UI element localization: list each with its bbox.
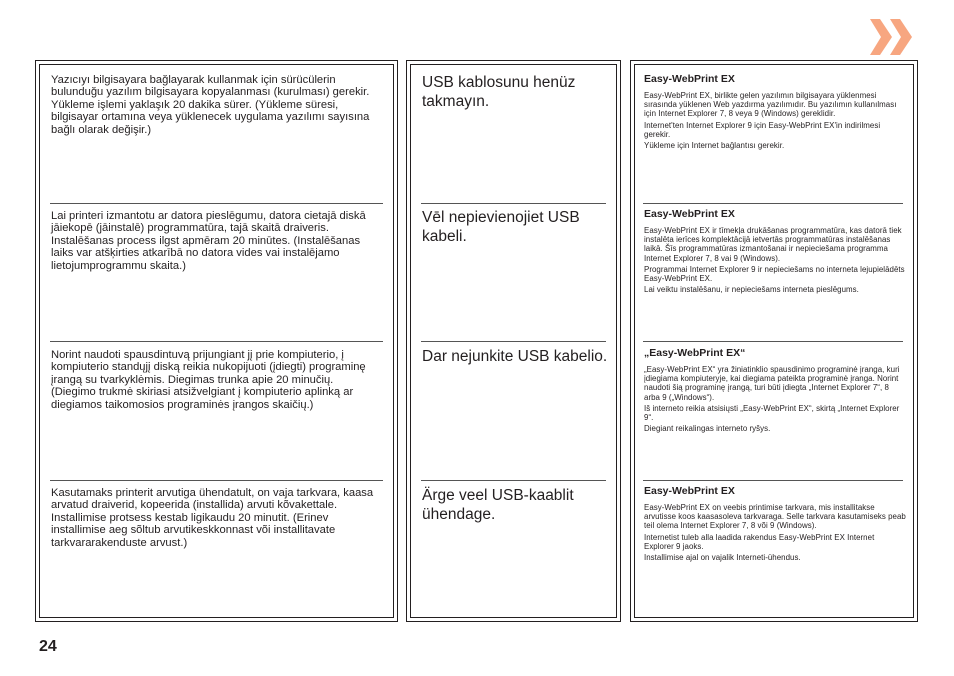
usb-warning-tr: USB kablosunu henüz takmayın. <box>422 74 576 110</box>
install-info-tr: Yazıcıyı bilgisayara bağlayarak kullanmak için sürücülerin bulunduğu yazılım bilgisayara kopyalanması (kurulması) gerekir. Yükleme işlemi yaklaşık 20 dakika sürer. (Yükleme süresi, bilgisayar ortamına veya yüklenecek uygulama yazılımı sayısına bağlı olarak değişir.) <box>51 74 370 136</box>
divider <box>421 480 606 481</box>
section-title: Easy-WebPrint EX <box>644 485 735 497</box>
column-usb-warning <box>410 64 617 618</box>
double-chevron-right-icon[interactable] <box>868 17 918 57</box>
divider <box>643 341 903 342</box>
section-text: „Easy-WebPrint EX“ yra žiniatinklio spausdinimo programinė įranga, kuri įdiegiama kompiuteryje, kai diegiama pateikta programinė įranga. Norint naudoti šią programinę įrangą, turi būti įdiegta „Internet Explorer 7“, 8 arba 9 („Windows“). <box>644 365 900 402</box>
section-text: Iš interneto reikia atsisiųsti „Easy-WebPrint EX“, skirtą „Internet Explorer 9“. <box>644 403 900 423</box>
divider <box>421 341 606 342</box>
install-info-et: Kasutamaks printerit arvutiga ühendatult, on vaja tarkvara, kaasa arvatud draiverid, kopeerida (installida) arvuti kõvakettale. Installimise protsess kestab ligikaudu 20 minutit. (Erinev installimise aeg sõltub arvutikeskkonnast või installitavate tarkvararakenduste arvust.) <box>51 487 374 549</box>
divider <box>50 203 383 204</box>
usb-warning-lv: Vēl nepievienojiet USB kabeli. <box>422 209 580 245</box>
section-text: Easy-WebPrint EX ir tīmekļa drukāšanas programmatūra, kas datorā tiek instalēta ierīces komplektācijā ietvertās programmatūras instalēšanas laikā. Šīs programmatūras izmantošanai ir nepieciešama programma Internet Explorer 7, 8 vai 9 (Windows). <box>644 226 902 263</box>
section-text: Internetist tuleb alla laadida rakendus Easy-WebPrint EX Internet Explorer 9 jaoks. <box>644 532 875 551</box>
column-turkish-latvian-lithuanian-estonian-install-info <box>39 64 394 618</box>
section-title: „Easy-WebPrint EX“ <box>644 347 746 359</box>
section-text: Internet'ten Internet Explorer 9 için Easy-WebPrint EX'in indirilmesi gerekir. <box>644 120 881 139</box>
section-text: Easy-WebPrint EX, birlikte gelen yazılımın bilgisayara yüklenmesi sırasında yüklenen Web yazdırma yazılımıdır. Bu yazılımın kullanılması için Internet Explorer 7, 8 veya 9 (Windows) gereklidir. <box>644 91 897 119</box>
divider <box>50 480 383 481</box>
webprint-section-et <box>644 485 906 564</box>
section-text: Lai veiktu instalēšanu, ir nepieciešams interneta pieslēgums. <box>644 285 859 295</box>
page-number: 24 <box>39 638 57 655</box>
section-text: Programmai Internet Explorer 9 ir nepieciešams no interneta lejupielādēts Easy-WebPrint EX. <box>644 264 905 284</box>
webprint-section-lv <box>644 208 906 296</box>
install-info-lv: Lai printeri izmantotu ar datora pieslēgumu, datora cietajā diskā jāiekopē (jāinstalē) programmatūra, tajā skaitā draiveris. Instalēšanas process ilgst apmēram 20 minūtes. (Instalēšanas laiks var atšķirties atkarībā no datora vides vai instalējamo lietojumprogrammu skaita.) <box>51 210 366 272</box>
section-text: Yükleme için Internet bağlantısı gerekir. <box>644 141 785 151</box>
install-info-lt: Norint naudoti spausdintuvą prijungiant jį prie kompiuterio, į kompiuterio standųjį diską reikia nukopijuoti (įdiegti) programinę įrangą su tvarkyklėmis. Diegimas trunka apie 20 minučių. (Diegimo trukmė skiriasi atsižvelgiant į kompiuterio aplinką ar diegiamos taikomosios programinės įrangos skaičių.) <box>51 349 366 411</box>
column-easy-webprint-ex <box>634 64 914 618</box>
divider <box>643 203 903 204</box>
section-text: Easy-WebPrint EX on veebis printimise tarkvara, mis installitakse arvutisse koos kaasasoleva tarkvaraga. Selle tarkvara kasutamiseks peab teil olema Internet Explorer 7, 8 või 9 (Windows). <box>644 503 906 531</box>
section-title: Easy-WebPrint EX <box>644 73 735 85</box>
section-title: Easy-WebPrint EX <box>644 208 735 220</box>
webprint-section-lt <box>644 347 906 435</box>
divider <box>643 480 903 481</box>
usb-warning-et: Ärge veel USB-kaablit ühendage. <box>422 487 574 523</box>
webprint-section-tr <box>644 73 906 152</box>
divider <box>50 341 383 342</box>
section-text: Diegiant reikalingas interneto ryšys. <box>644 424 771 434</box>
section-text: Installimise ajal on vajalik Interneti-ühendus. <box>644 553 801 563</box>
divider <box>421 203 606 204</box>
usb-warning-lt: Dar nejunkite USB kabelio. <box>422 348 608 365</box>
